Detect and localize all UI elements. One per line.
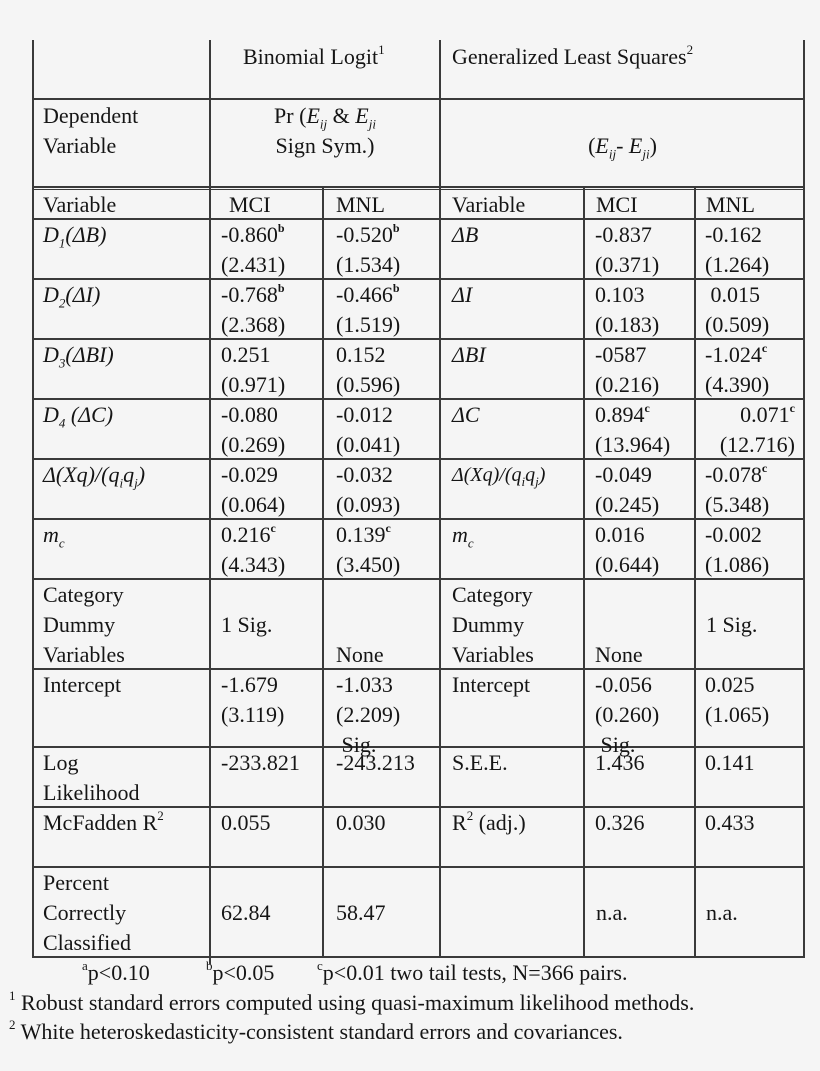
row-divider-8 bbox=[32, 746, 805, 748]
cell-gls-mnl: -0.002 (1.086) bbox=[705, 522, 770, 577]
cell-logit-mci: 0.216$^c$ (4.343) bbox=[221, 520, 286, 577]
intercept-gls-label: Intercept bbox=[452, 672, 531, 697]
dv-gls: ($E_{ij}-$ $E_{ji}$) bbox=[588, 133, 657, 162]
r2adj-mnl: 0.433 bbox=[705, 810, 755, 835]
colhdr-logit-mci: MCI bbox=[229, 192, 271, 217]
cell-logit-mnl: -0.520$^b$ (1.534) bbox=[336, 220, 401, 277]
row-divider-dv bbox=[32, 186, 805, 188]
pcc-gls-mci: n.a. bbox=[596, 900, 628, 925]
intercept-logit-mci: -1.679 (3.119) bbox=[221, 672, 285, 727]
row-var-logit: $D_4$ (ΔC) bbox=[43, 402, 114, 431]
cell-logit-mnl: -0.032 (0.093) bbox=[336, 462, 401, 517]
footnote-2: $^2$ White heteroskedasticity-consistent standard errors and covariances. bbox=[9, 1016, 623, 1044]
row-divider-4 bbox=[32, 458, 805, 460]
pcc-gls-mnl: n.a. bbox=[706, 900, 738, 925]
category-logit-mnl: None Sig. bbox=[336, 642, 384, 757]
category-logit-mci: 1 Sig. bbox=[221, 612, 273, 637]
see-label: S.E.E. bbox=[452, 750, 508, 775]
intercept-gls-mci: -0.056 (0.260) bbox=[595, 672, 660, 727]
row-divider-7 bbox=[32, 668, 805, 670]
row-divider-5 bbox=[32, 518, 805, 520]
header-gls: Generalized Least Squares$^2$ bbox=[452, 41, 694, 69]
row-divider-colhdr bbox=[32, 218, 805, 220]
pcc-label: Percent Correctly Classified bbox=[43, 870, 131, 955]
category-gls-mnl: 1 Sig. bbox=[706, 612, 758, 637]
mcfadden-mci: 0.055 bbox=[221, 810, 271, 835]
intercept-logit-label: Intercept bbox=[43, 672, 122, 697]
colhdr-logit-mnl: MNL bbox=[336, 192, 385, 217]
cell-logit-mci: -0.029 (0.064) bbox=[221, 462, 286, 517]
footnote-significance-b: $^b$p<0.05 bbox=[206, 957, 275, 985]
category-logit-label: Category Dummy Variables bbox=[43, 582, 125, 667]
col-divider-2 bbox=[322, 188, 324, 958]
col-divider-5 bbox=[694, 188, 696, 958]
cell-gls-mci: -0.049 (0.245) bbox=[595, 462, 660, 517]
col-divider-3 bbox=[439, 40, 441, 958]
cell-gls-mnl: -1.024$^c$ (4.390) bbox=[705, 340, 770, 397]
cell-logit-mnl: -0.012 (0.041) bbox=[336, 402, 401, 457]
row-var-gls: ΔB bbox=[452, 222, 479, 247]
dv-label: Dependent Variable bbox=[43, 103, 139, 158]
cell-gls-mnl: -0.162 (1.264) bbox=[705, 222, 770, 277]
cell-gls-mci: -0587 (0.216) bbox=[595, 342, 660, 397]
pcc-logit-mci: 62.84 bbox=[221, 900, 271, 925]
border-right bbox=[803, 40, 805, 958]
see-mnl: 0.141 bbox=[705, 750, 755, 775]
loglik-mnl: -243.213 bbox=[336, 750, 415, 775]
row-var-logit: $D_3(\Delta BI)$ bbox=[43, 342, 114, 371]
col-divider-4 bbox=[583, 188, 585, 958]
cell-logit-mci: -0.768$^b$ (2.368) bbox=[221, 280, 286, 337]
cell-logit-mci: -0.860$^b$ (2.431) bbox=[221, 220, 286, 277]
category-gls-label: Category Dummy Variables bbox=[452, 582, 534, 667]
row-var-logit: $m_c$ bbox=[43, 522, 65, 551]
cell-logit-mnl: 0.139$^c$ (3.450) bbox=[336, 520, 401, 577]
cell-gls-mnl: -0.078$^c$ (5.348) bbox=[705, 460, 770, 517]
loglik-label: Log Likelihood bbox=[43, 750, 140, 805]
cell-gls-mci: 0.894$^c$ (13.964) bbox=[595, 400, 671, 457]
row-var-gls: ΔBI bbox=[452, 342, 486, 367]
intercept-logit-mnl: -1.033 (2.209) bbox=[336, 672, 401, 727]
dv-logit: Pr ($E_{ij}$ & $E_{ji}$ Sign Sym.) bbox=[274, 103, 376, 158]
colhdr-gls-variable: Variable bbox=[452, 192, 526, 217]
cell-logit-mci: 0.251 (0.971) bbox=[221, 342, 286, 397]
footnote-significance-c: $^c$p<0.01 two tail tests, N=366 pairs. bbox=[317, 957, 628, 985]
r2adj-mci: 0.326 bbox=[595, 810, 645, 835]
row-var-gls: ΔI bbox=[452, 282, 473, 307]
row-divider-1 bbox=[32, 278, 805, 280]
cell-gls-mci: 0.016 (0.644) bbox=[595, 522, 660, 577]
row-var-logit: $D_2(\Delta I)$ bbox=[43, 282, 101, 311]
row-divider-2 bbox=[32, 338, 805, 340]
row-var-logit: $\Delta(Xq)/(q_iq_j)$ bbox=[43, 462, 146, 491]
see-mci: 1.436 bbox=[595, 750, 645, 775]
cell-logit-mnl: -0.466$^b$ (1.519) bbox=[336, 280, 401, 337]
category-gls-mci: None Sig. bbox=[595, 642, 643, 757]
loglik-mci: -233.821 bbox=[221, 750, 300, 775]
row-divider-6 bbox=[32, 578, 805, 580]
colhdr-gls-mci: MCI bbox=[596, 192, 638, 217]
cell-gls-mci: 0.103 (0.183) bbox=[595, 282, 660, 337]
pcc-logit-mnl: 58.47 bbox=[336, 900, 386, 925]
row-divider-3 bbox=[32, 398, 805, 400]
cell-logit-mci: -0.080 (0.269) bbox=[221, 402, 286, 457]
row-divider-10 bbox=[32, 866, 805, 868]
row-var-gls: ΔC bbox=[452, 402, 480, 427]
colhdr-gls-mnl: MNL bbox=[706, 192, 755, 217]
border-bottom bbox=[32, 956, 805, 958]
header-binomial-logit: Binomial Logit$^1$ bbox=[243, 41, 385, 69]
footnote-1: $^1$ Robust standard errors computed using quasi-maximum likelihood methods. bbox=[9, 987, 695, 1015]
border-left bbox=[32, 40, 34, 958]
cell-gls-mnl: 0.015 (0.509) bbox=[705, 282, 770, 337]
mcfadden-label: McFadden $R^2$ bbox=[43, 807, 164, 835]
row-divider-title bbox=[32, 98, 805, 100]
cell-gls-mci: -0.837 (0.371) bbox=[595, 222, 660, 277]
row-var-gls: $\Delta(Xq)/(q_iq_j)$ bbox=[452, 464, 546, 489]
row-var-logit: $D_1(\Delta B)$ bbox=[43, 222, 107, 251]
cell-gls-mnl: 0.071$^c$ (12.716) bbox=[719, 400, 795, 457]
footnote-significance: $^a$p<0.10 bbox=[82, 957, 150, 985]
col-divider-1 bbox=[209, 40, 211, 964]
r2adj-label: $R^2$ (adj.) bbox=[452, 807, 526, 835]
colhdr-logit-variable: Variable bbox=[43, 192, 117, 217]
intercept-gls-mnl: 0.025 (1.065) bbox=[705, 672, 770, 727]
cell-logit-mnl: 0.152 (0.596) bbox=[336, 342, 401, 397]
row-var-gls: $m_c$ bbox=[452, 522, 474, 551]
mcfadden-mnl: 0.030 bbox=[336, 810, 386, 835]
row-divider-dv2 bbox=[32, 189, 805, 190]
